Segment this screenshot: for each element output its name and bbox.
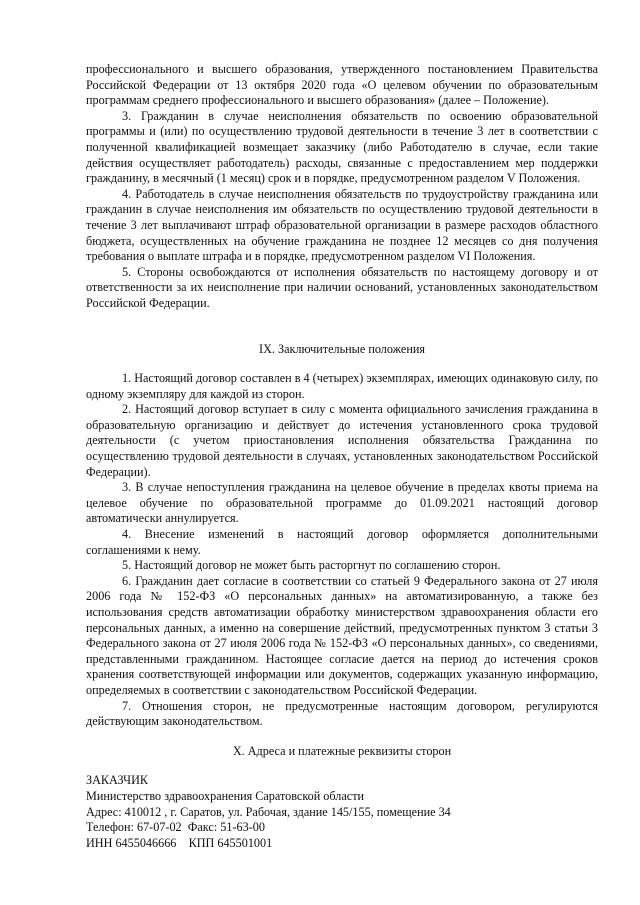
section-9-title: IX. Заключительные положения bbox=[259, 341, 425, 356]
customer-name: Министерство здравоохранения Саратовской области bbox=[86, 788, 365, 803]
customer-inn-kpp: ИНН 6455046666 КПП 645501001 bbox=[86, 835, 273, 850]
s9-paragraph-3: 3. В случае непоступления гражданина на целевое обучение в пределах квоты приема на целевое обучение по образовательной программе до 01.09.2021 настоящий договор автоматически аннулируется. bbox=[86, 480, 598, 526]
intro-paragraph-5: 5. Стороны освобождаются от исполнения обязательств по настоящему договору и от ответственности за их неисполнение при наличии оснований, установленных законодательством Российской Федерации. bbox=[86, 264, 598, 310]
s9-paragraph-5: 5. Настоящий договор не может быть расторгнут по соглашению сторон. bbox=[122, 558, 501, 573]
intro-paragraph-3: 3. Гражданин в случае неисполнения обязательств по освоению образовательной программы и (или) по осуществлению трудовой деятельности в течение 3 лет в соответствии с полученной квалификацией возмещает заказчику (либо Работодателю в случае, если такие действия осуществляет работодатель) расходы, связанные с предоставлением мер поддержки гражданину, в месячный (1 месяц) срок и в порядке, предусмотренном разделом V Положения. bbox=[86, 108, 598, 186]
s9-paragraph-1: 1. Настоящий договор составлен в 4 (четырех) экземплярах, имеющих одинаковую силу, по одному экземпляру для каждой из сторон. bbox=[86, 371, 598, 401]
intro-paragraph-1: профессионального и высшего образования, утвержденного постановлением Правительства Российской Федерации от 13 октября 2020 года «О целевом обучении по образовательным программам среднего профессионального и высшего образования» (далее – Положение). bbox=[86, 62, 598, 108]
s9-paragraph-7: 7. Отношения сторон, не предусмотренные настоящим договором, регулируются действующим законодательством. bbox=[86, 698, 598, 729]
s9-paragraph-2: 2. Настоящий договор вступает в силу с момента официального зачисления гражданина в образовательную организацию и действует до истечения установленного срока трудовой деятельности (с учетом приостановления исполнения обязательства Гражданина по осуществлению трудовой деятельности в случаях, установленных законодательством Российской Федерации). bbox=[86, 402, 598, 479]
s9-paragraph-4: 4. Внесение изменений в настоящий договор оформляется дополнительными соглашениями к нему. bbox=[86, 527, 598, 557]
customer-heading: ЗАКАЗЧИК bbox=[86, 773, 149, 788]
document-page bbox=[86, 62, 598, 851]
customer-phone: Телефон: 67-07-02 Факс: 51-63-00 bbox=[86, 820, 265, 835]
s9-paragraph-6: 6. Гражданин дает согласие в соответствии со статьей 9 Федерального закона от 27 июля 2006 года № 152-ФЗ «О персональных данных» на автоматизированную, а также без использования средств автоматизации обработку министерством здравоохранения области его персональных данных, а именно на совершение действий, предусмотренных пунктом 3 статьи 3 Федерального закона от 27 июля 2006 года № 152-ФЗ «О персональных данных», со сведениями, представленными гражданином. Настоящее согласие дается на период до истечения сроков хранения соответствующей информации или документов, содержащих указанную информацию, определяемых в соответствии с законодательством Российской Федерации. bbox=[86, 573, 598, 697]
customer-address: Адрес: 410012 , г. Саратов, ул. Рабочая, здание 145/155, помещение 34 bbox=[86, 804, 451, 819]
intro-paragraph-4: 4. Работодатель в случае неисполнения обязательств по трудоустройству гражданина или гражданин в случае неисполнения им обязательств по осуществлению трудовой деятельности в течение 3 лет выплачивают штраф образовательной организации в размере расходов областного бюджета, осуществленных на обучение гражданина не позднее 12 месяцев со дня получения требования о выплате штрафа и в порядке, предусмотренном разделом VI Положения. bbox=[86, 186, 598, 264]
section-10-title: X. Адреса и платежные реквизиты сторон bbox=[232, 743, 452, 758]
